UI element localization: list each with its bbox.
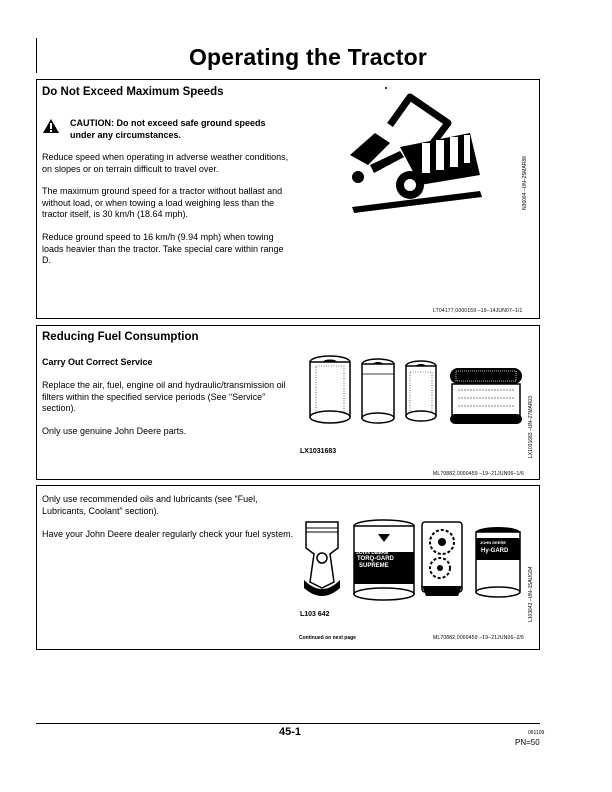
page-number: 45-1 <box>278 726 302 738</box>
figure-reference: LX1031683 –UN–27MAR03 <box>528 396 534 458</box>
footer-code: 061109 <box>528 730 545 736</box>
paragraph: Only use recommended oils and lubricants (see “Fuel, Lubricants, Coolant” section). <box>42 494 258 516</box>
paragraph: Have your John Deere dealer regularly check your fuel system. <box>42 529 294 539</box>
subheading: Carry Out Correct Service <box>42 357 153 367</box>
section-heading: Do Not Exceed Maximum Speeds <box>42 86 224 98</box>
oil-filter-icon <box>362 359 394 423</box>
paragraph: Only use genuine John Deere parts. <box>42 426 187 436</box>
can-product-label: Engine Oil <box>361 570 385 576</box>
footer-rule <box>36 723 540 724</box>
hydraulic-filter-icon <box>406 361 436 421</box>
can-product-label: Hy-GARD <box>481 548 509 554</box>
tractor-rollover-illustration <box>330 85 520 220</box>
paragraph: Replace the air, fuel, engine oil and hydraulic/transmission oil filters within the specified service periods (See “Service” section). <box>42 380 286 413</box>
paragraph: The maximum ground speed for a tractor without ballast and without load, or when towing a load weighing less than the tractor itself, is 30 km/h (18.64 mph). <box>42 186 283 219</box>
can-brand-label: JOHN DEERE <box>480 540 507 545</box>
warning-icon <box>42 118 60 134</box>
air-filter-icon <box>450 368 522 424</box>
can-product-label: TORQ-GARD <box>357 556 394 562</box>
continued-note: Continued on next page <box>299 635 356 641</box>
pn-number: PN=50 <box>515 738 540 747</box>
paragraph: Reduce ground speed to 16 km/h (9.94 mph) when towing loads heavier than the tractor. Take special care within range D. <box>42 232 284 265</box>
document-reference: ML70882,0000459 –19–21JUN06–2/6 <box>433 635 524 641</box>
filters-illustration <box>298 352 524 432</box>
figure-reference: L103642 –UN–15AUG94 <box>528 566 534 622</box>
can-product-label: SUPREME <box>359 563 389 569</box>
lubricants-illustration <box>298 518 524 608</box>
figure-reference: N36064 –UN–25MAR88 <box>522 156 528 210</box>
figure-caption: LX1031683 <box>300 448 337 455</box>
paragraph: Reduce speed when operating in adverse weather conditions, on slopes or on terrain difficult to travel over. <box>42 152 289 174</box>
document-reference: LT04177,0000159 –19–14JUN07–1/1 <box>433 308 523 314</box>
page-margin-line <box>36 38 37 73</box>
section-heading: Reducing Fuel Consumption <box>42 331 199 343</box>
piston-icon <box>304 522 340 596</box>
gears-icon <box>422 522 462 596</box>
document-reference: ML70882,0000459 –19–21JUN06–1/6 <box>433 471 524 477</box>
caution-text: CAUTION: Do not exceed safe ground speeds under any circumstances. <box>70 118 266 140</box>
page-title: Operating the Tractor <box>188 44 428 70</box>
fuel-filter-icon <box>310 356 350 423</box>
figure-caption: L103 642 <box>300 611 330 618</box>
can-brand-label: JOHN DEERE <box>356 550 389 556</box>
hydraulic-oil-can-icon <box>476 527 520 597</box>
